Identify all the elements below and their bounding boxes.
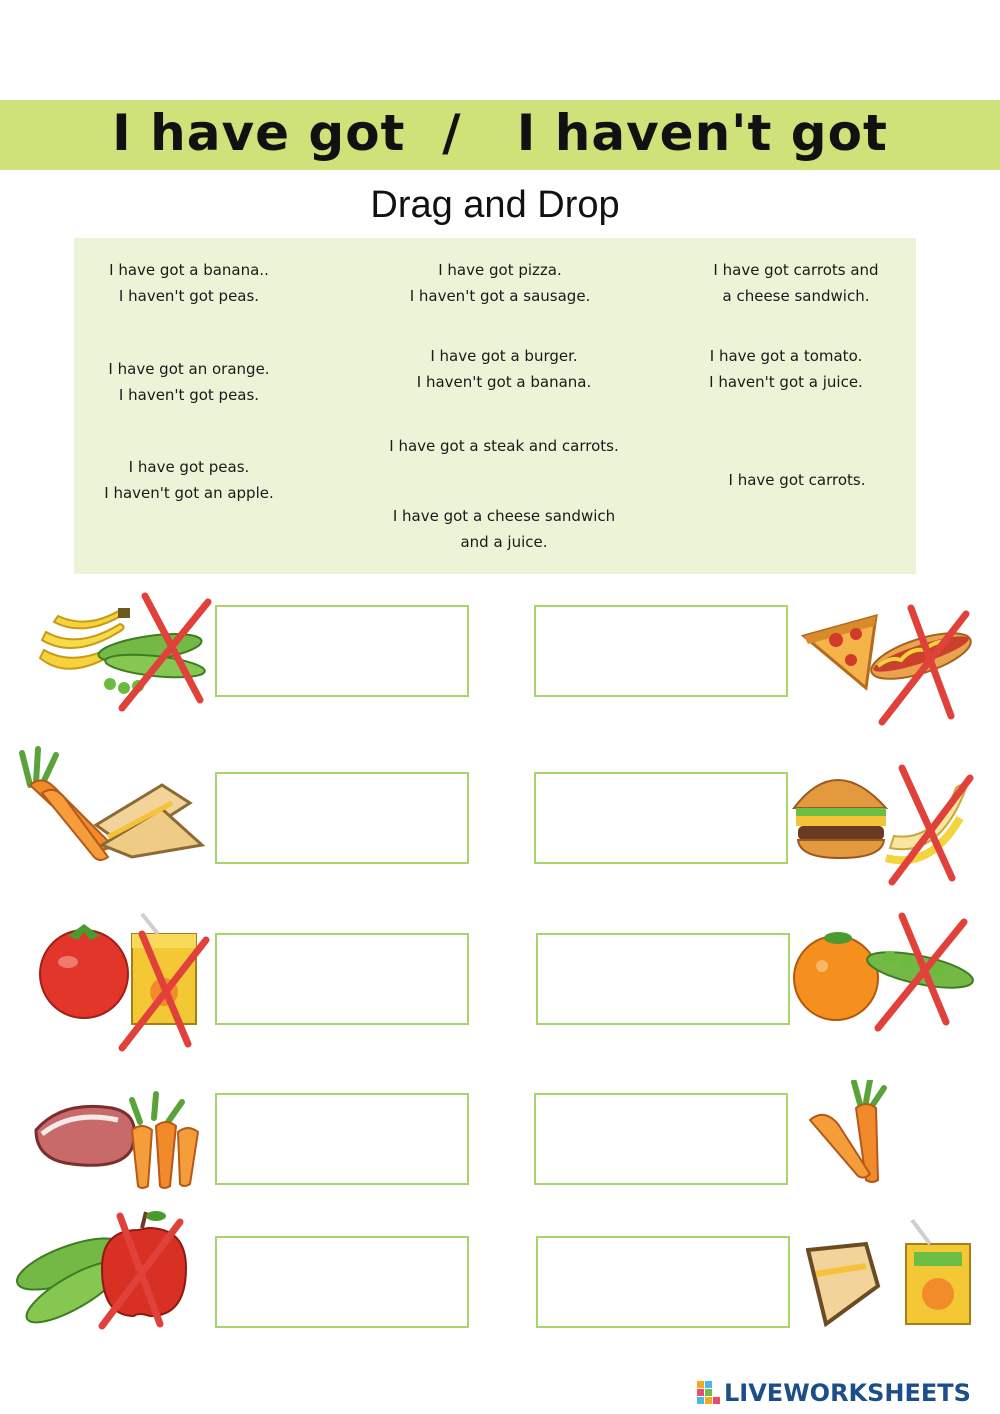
drop-box-row5-right[interactable] [536, 1236, 790, 1328]
drop-box-row3-right[interactable] [536, 933, 790, 1025]
draggable-sentence[interactable]: I have got carrots and a cheese sandwich. [713, 261, 879, 305]
picture-row5-right [806, 1214, 976, 1330]
orange-icon [794, 932, 878, 1020]
picture-row4-left [32, 1090, 212, 1190]
picture-row1-right [796, 598, 976, 726]
picture-row5-left [10, 1208, 190, 1332]
picture-row2-right [790, 758, 980, 886]
carrots-icon [810, 1080, 884, 1182]
pizza-icon [804, 616, 876, 688]
drop-box-row1-right[interactable] [534, 605, 788, 697]
carrots-icon [22, 749, 112, 860]
liveworksheets-logo [696, 1378, 971, 1408]
picture-row2-left [12, 745, 210, 867]
cheese-sandwich-icon [808, 1244, 878, 1324]
draggable-sentence[interactable]: I have got a burger. I haven't got a banana. [416, 347, 592, 391]
tomato-icon [40, 924, 128, 1018]
cheese-sandwich-icon [96, 785, 202, 857]
sentence-bank [74, 238, 916, 574]
drop-box-row1-left[interactable] [215, 605, 469, 697]
draggable-sentence[interactable]: I have got peas. I haven't got an apple. [104, 458, 274, 502]
drop-box-row4-right[interactable] [534, 1093, 788, 1185]
picture-row4-right [804, 1080, 896, 1184]
drop-box-row2-left[interactable] [215, 772, 469, 864]
juice-box-icon [906, 1220, 970, 1324]
burger-icon [794, 780, 886, 858]
picture-row3-right [790, 910, 980, 1038]
brand-text: LIVEWORKSHEETS [724, 1379, 971, 1407]
drop-box-row4-left[interactable] [215, 1093, 469, 1185]
draggable-sentence[interactable]: I have got a tomato. I haven't got a juice. [709, 347, 863, 391]
draggable-sentence[interactable]: I have got carrots. [728, 471, 866, 489]
steak-icon [36, 1106, 135, 1165]
drop-box-row3-left[interactable] [215, 933, 469, 1025]
page-title: I have got / I haven't got [112, 104, 888, 162]
draggable-sentence[interactable]: I have got pizza. I haven't got a sausage. [409, 261, 591, 305]
carrots-icon [132, 1094, 198, 1188]
draggable-sentence[interactable]: I have got a banana.. I haven't got peas. [109, 261, 269, 305]
draggable-sentence[interactable]: I have got a cheese sandwich and a juice. [392, 507, 616, 551]
draggable-sentence[interactable]: I have got an orange. I haven't got peas. [108, 360, 270, 404]
liveworksheets-icon [696, 1380, 722, 1406]
drop-box-row2-right[interactable] [534, 772, 788, 864]
picture-row3-left [38, 910, 216, 1052]
drop-box-row5-left[interactable] [215, 1236, 469, 1328]
picture-row1-left [30, 588, 215, 716]
page-subtitle: Drag and Drop [370, 184, 620, 226]
draggable-sentence[interactable]: I have got a steak and carrots. [389, 437, 619, 455]
